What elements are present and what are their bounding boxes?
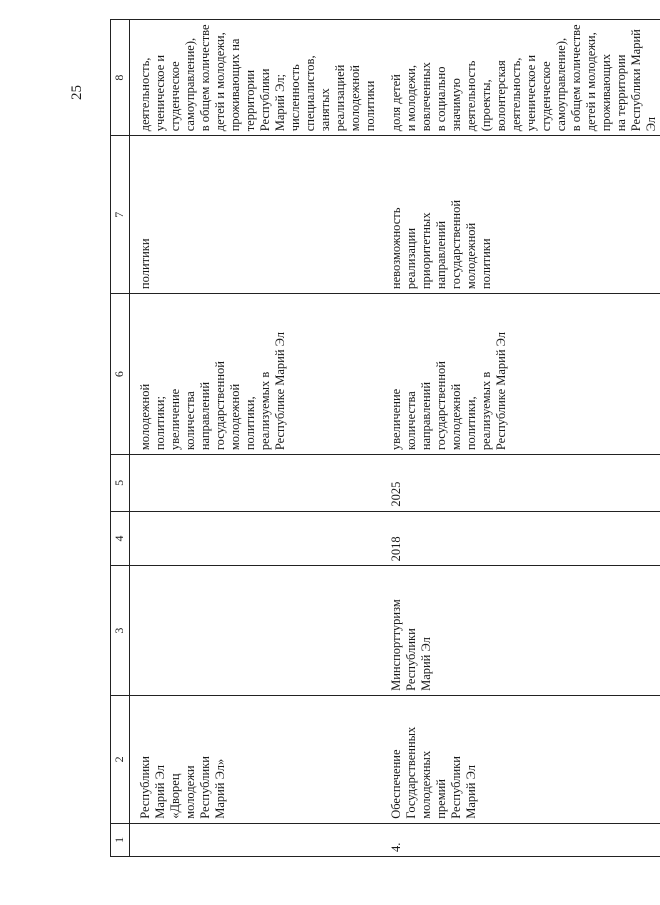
- consequences-cell: политики: [130, 136, 380, 294]
- header-col-5: 5: [111, 455, 130, 511]
- start-year-cell: [130, 511, 380, 566]
- indicators-cell: доля детей и молодежи, вовлеченных в социально значимую деятельность (проекты, волонтерская деятельность, ученическое и студенческое самоуправление), в общем количестве детей и молодежи, проживающих на территории Республики Марий Эл: [379, 20, 660, 136]
- header-col-2: 2: [111, 695, 130, 823]
- end-year-cell: 2025: [379, 455, 660, 511]
- table-row: [130, 20, 380, 857]
- header-col-4: 4: [111, 511, 130, 566]
- header-col-8: 8: [111, 20, 130, 136]
- consequences-cell: невозможность реализации приоритетных направлений государственной молодежной политики: [379, 136, 660, 294]
- rotated-table-container: [110, 19, 658, 857]
- table-row: [379, 20, 660, 857]
- page-number: 25: [69, 85, 85, 100]
- activity-name-cell: Обеспечение Государственных молодежных премий Республики Марий Эл: [379, 695, 660, 823]
- header-col-6: 6: [111, 294, 130, 455]
- expected-result-cell: молодежной политики; увеличение количества направлений государственной молодежной политики, реализуемых в Республике Марий Эл: [130, 294, 380, 455]
- row-number: [130, 823, 380, 856]
- program-activities-table: [110, 19, 660, 857]
- start-year-cell: 2018: [379, 511, 660, 566]
- header-col-1: 1: [111, 823, 130, 856]
- table-header-row: [111, 20, 130, 857]
- responsible-cell: [130, 566, 380, 696]
- end-year-cell: [130, 455, 380, 511]
- header-col-7: 7: [111, 136, 130, 294]
- row-number: 4.: [379, 823, 660, 856]
- header-col-3: 3: [111, 566, 130, 696]
- indicators-cell: деятельность, ученическое и студенческое самоуправление), в общем количестве детей и молодежи, проживающих на территории Республики Марий Эл; численность специалистов, занятых реализацией молодежной политики: [130, 20, 380, 136]
- responsible-cell: Минспорттуризм Республики Марий Эл: [379, 566, 660, 696]
- expected-result-cell: увеличение количества направлений государственной молодежной политики, реализуемых в Республике Марий Эл: [379, 294, 660, 455]
- executor-cell: Республики Марий Эл «Дворец молодежи Республики Марий Эл»: [130, 695, 380, 823]
